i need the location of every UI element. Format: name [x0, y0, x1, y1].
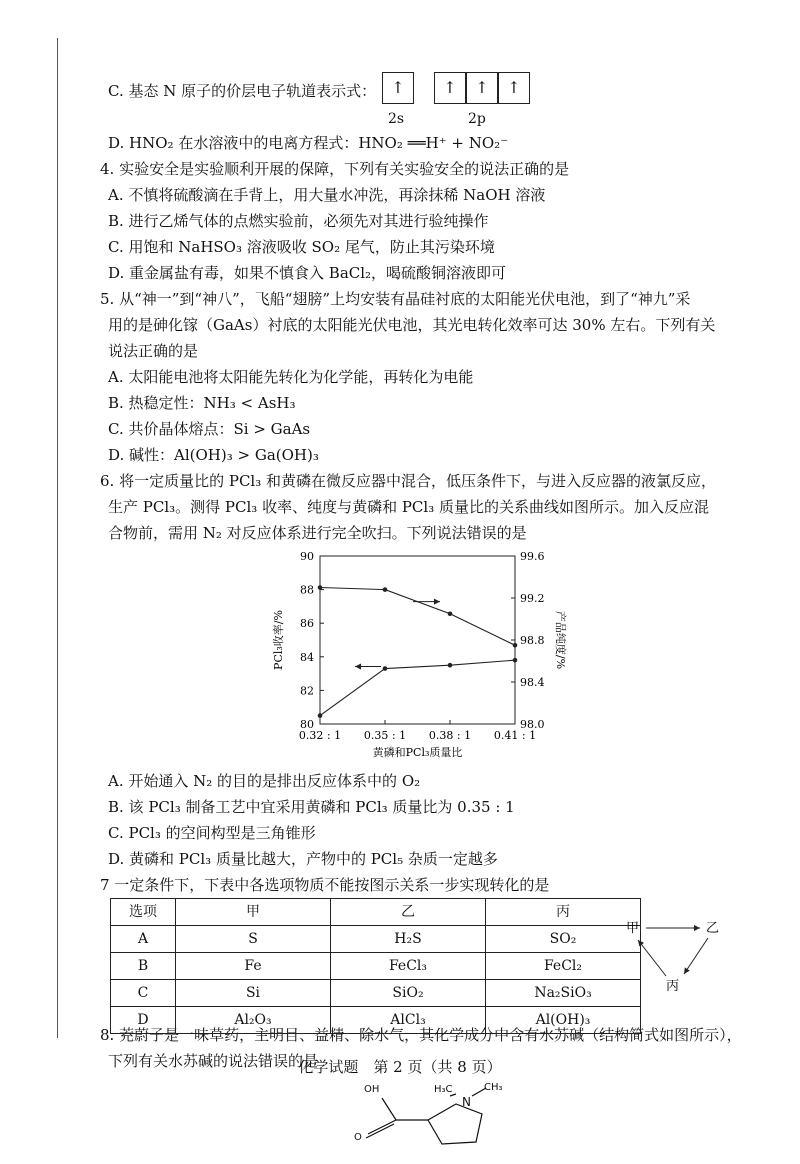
right-y-axis-label: 产品纯度/%	[554, 610, 567, 670]
table-row	[111, 980, 641, 1007]
orbital-label-2p: 2p	[468, 111, 486, 127]
left-y-tick-label: 90	[300, 550, 314, 563]
struct-ch3-right-label: CH₃	[484, 1082, 503, 1093]
table-cell: SiO₂	[331, 980, 486, 1007]
page-content	[100, 72, 760, 1164]
q5-option-b: B. 热稳定性：NH₃ < AsH₃	[108, 394, 296, 412]
q3-option-c	[100, 72, 760, 130]
x-tick-label: 0.35 : 1	[363, 729, 407, 742]
q5-option-c: C. 共价晶体熔点：Si > GaAs	[108, 420, 311, 438]
q8-structure	[100, 1074, 760, 1164]
left-y-tick-label: 80	[300, 718, 314, 731]
table-cell: A	[111, 926, 176, 953]
q7-block	[100, 898, 760, 1028]
q6-stem-line-2: 生产 PCl₃。测得 PCl₃ 收率、纯度与黄磷和 PCl₃ 质量比的关系曲线如图所示。加入反应混	[108, 498, 709, 516]
table-cell: Si	[176, 980, 331, 1007]
table-cell: H₂S	[331, 926, 486, 953]
right-y-tick-label: 99.2	[520, 592, 545, 605]
table-cell: Na₂SiO₃	[486, 980, 641, 1007]
q8-stem-line-1: 8. 茺蔚子是一味草药，主明目、益精、除水气，其化学成分中含有水苏碱（结构简式如图所示），	[100, 1026, 742, 1044]
table-cell: SO₂	[486, 926, 641, 953]
q4-option-d: D. 重金属盐有毒，如果不慎食入 BaCl₂，喝硫酸铜溶液即可	[108, 264, 507, 282]
table-cell: S	[176, 926, 331, 953]
q6-chart-svg	[100, 546, 760, 768]
q6-option-b: B. 该 PCl₃ 制备工艺中宜采用黄磷和 PCl₃ 质量比为 0.35 : 1	[108, 798, 515, 816]
margin-line	[57, 38, 58, 1038]
left-y-tick-label: 84	[300, 650, 314, 664]
chart-frame	[320, 556, 515, 724]
x-tick-label: 0.41 : 1	[493, 729, 537, 742]
series-right-point	[318, 585, 323, 590]
page-footer: 化学试题 第 2 页（共 8 页）	[298, 1058, 502, 1076]
q5-stem-line-1: 5. 从“神一”到“神八”，飞船“翅膀”上均安装有晶硅衬底的太阳能光伏电池，到了“神九”采	[100, 290, 691, 308]
series-left-line	[320, 660, 515, 715]
series-left-point	[513, 658, 518, 663]
q8-stem-line-2: 下列有关水苏碱的说法错误的是	[108, 1052, 319, 1070]
q7-conversion-diagram	[620, 908, 730, 998]
left-y-tick-label: 82	[300, 684, 314, 698]
struct-n-label: N	[462, 1095, 471, 1109]
x-tick-label: 0.38 : 1	[428, 729, 472, 742]
table-cell: D	[111, 1007, 176, 1034]
table-cell: Al₂O₃	[176, 1007, 331, 1034]
series-right-point	[513, 643, 518, 648]
q5-stem-line-2: 用的是砷化镓（GaAs）衬底的太阳能光伏电池，其光电转化效率可达 30% 左右。下列有关	[108, 316, 716, 334]
stachydrine-structure-svg	[350, 1074, 550, 1164]
x-tick-label: 0.32 : 1	[298, 729, 342, 742]
q6-option-a: A. 开始通入 N₂ 的目的是排出反应体系中的 O₂	[108, 772, 421, 790]
q5-option-a: A. 太阳能电池将太阳能先转化为化学能，再转化为电能	[108, 368, 474, 386]
q6-option-c: C. PCl₃ 的空间构型是三角锥形	[108, 824, 316, 842]
table-header-cell: 选项	[111, 899, 176, 926]
q7-stem: 7 一定条件下，下表中各选项物质不能按图示关系一步实现转化的是	[100, 876, 550, 894]
table-cell: Fe	[176, 953, 331, 980]
q4-stem: 4. 实验安全是实验顺利开展的保障，下列有关实验安全的说法正确的是	[100, 160, 570, 178]
series-left-point	[318, 713, 323, 718]
q5-option-d: D. 碱性：Al(OH)₃ > Ga(OH)₃	[108, 446, 319, 464]
table-cell: C	[111, 980, 176, 1007]
orbital-box-2p-2: ↑	[466, 72, 498, 104]
right-y-tick-label: 98.4	[520, 676, 545, 689]
x-axis-label: 黄磷和PCl₃质量比	[372, 746, 463, 759]
table-header-cell: 乙	[331, 899, 486, 926]
q4-option-a: A. 不慎将硫酸滴在手背上，用大量水冲洗，再涂抹稀 NaOH 溶液	[108, 186, 546, 204]
table-cell: AlCl₃	[331, 1007, 486, 1034]
diagram-label-yi: 乙	[706, 921, 720, 936]
table-row	[111, 1007, 641, 1034]
diagram-label-bing: 丙	[666, 979, 680, 994]
right-y-tick-label: 99.6	[520, 550, 545, 563]
q3-option-d: D. HNO₂ 在水溶液中的电离方程式：HNO₂ ══H⁺ + NO₂⁻	[108, 134, 509, 152]
q4-option-b: B. 进行乙烯气体的点燃实验前，必须先对其进行验纯操作	[108, 212, 489, 230]
right-y-tick-label: 98.0	[520, 718, 545, 731]
q6-option-d: D. 黄磷和 PCl₃ 质量比越大，产物中的 PCl₅ 杂质一定越多	[108, 850, 498, 868]
left-y-axis-label: PCl₃收率/%	[272, 610, 285, 670]
table-row	[111, 953, 641, 980]
table-cell: FeCl₃	[331, 953, 486, 980]
series-left-point	[448, 663, 453, 668]
table-cell: FeCl₂	[486, 953, 641, 980]
series-right-point	[383, 587, 388, 592]
series-right-point	[448, 611, 453, 616]
struct-ch3-left-label: H₃C	[434, 1084, 453, 1095]
right-y-tick-label: 98.8	[520, 634, 545, 647]
table-cell: Al(OH)₃	[486, 1007, 641, 1034]
struct-o-label: O	[354, 1132, 362, 1143]
series-left-point	[383, 666, 388, 671]
q6-stem-line-1: 6. 将一定质量比的 PCl₃ 和黄磷在微反应器中混合，低压条件下，与进入反应器的液氯反应，	[100, 472, 717, 490]
left-y-tick-label: 88	[300, 583, 314, 597]
series-right-line	[320, 588, 515, 646]
q7-table	[110, 898, 641, 1034]
table-row	[111, 926, 641, 953]
table-header-cell: 甲	[176, 899, 331, 926]
q4-option-c: C. 用饱和 NaHSO₃ 溶液吸收 SO₂ 尾气，防止其污染环境	[108, 238, 495, 256]
diagram-label-jia: 甲	[626, 921, 640, 936]
arrow-yi-bing	[684, 938, 708, 974]
orbital-box-2p-3: ↑	[498, 72, 530, 104]
q5-stem-line-3: 说法正确的是	[108, 342, 199, 360]
q6-stem-line-3: 合物前，需用 N₂ 对反应体系进行完全吹扫。下列说法错误的是	[108, 524, 527, 542]
left-y-tick-label: 86	[300, 617, 314, 631]
arrow-bing-jia	[638, 940, 666, 976]
struct-oh-label: OH	[364, 1084, 380, 1095]
orbital-label-2s: 2s	[388, 111, 405, 127]
orbital-box-2s: ↑	[382, 72, 414, 104]
table-cell: B	[111, 953, 176, 980]
orbital-box-2p-1: ↑	[434, 72, 466, 104]
q3-option-c-text: C. 基态 N 原子的价层电子轨道表示式：	[108, 82, 377, 100]
table-header-row	[111, 899, 641, 926]
q6-chart	[100, 546, 760, 768]
table-header-cell: 丙	[486, 899, 641, 926]
